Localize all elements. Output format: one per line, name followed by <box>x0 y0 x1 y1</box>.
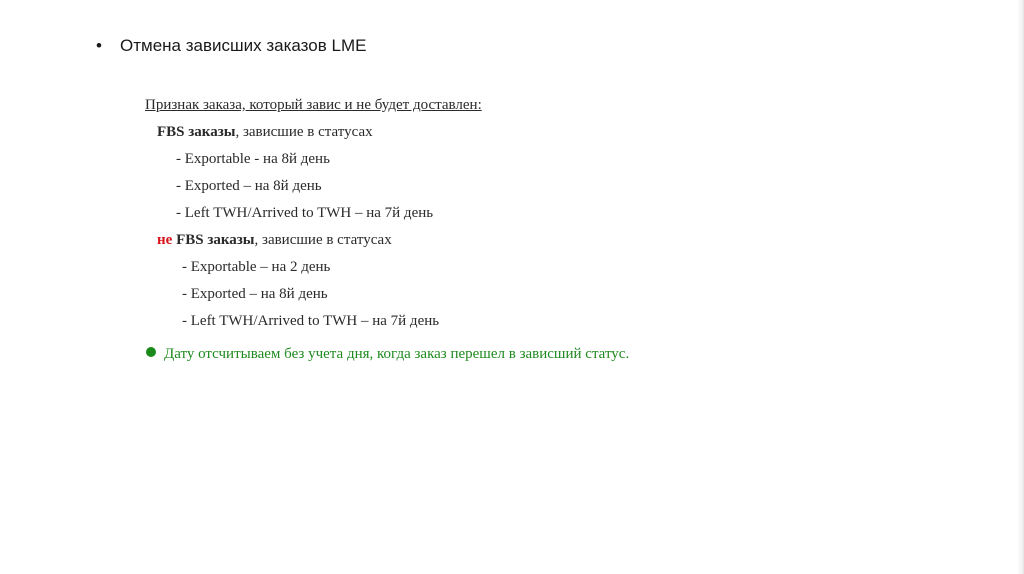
heading-text: Отмена зависших заказов LME <box>120 36 367 55</box>
fbs-item: - Exportable - на 8й день <box>176 151 330 167</box>
fbs-label-rest: , зависшие в статусах <box>235 124 373 140</box>
green-bullet-icon <box>146 347 156 357</box>
slide-heading <box>96 36 366 56</box>
fbs-item: - Left TWH/Arrived to TWH – на 7й день <box>176 205 434 221</box>
note-line <box>146 346 629 363</box>
non-fbs-label: FBS заказы <box>172 232 255 248</box>
fbs-heading <box>157 124 373 141</box>
non-fbs-prefix: не <box>157 232 173 248</box>
non-fbs-heading <box>157 232 392 249</box>
note-text: Дату отсчитываем без учета дня, когда заказ перешел в зависший статус. <box>164 346 630 362</box>
intro-line: Признак заказа, который завис и не будет доставлен: <box>145 97 482 113</box>
fbs-label: FBS заказы <box>157 124 236 140</box>
bullet-icon: • <box>96 36 102 55</box>
non-fbs-item: - Exported – на 8й день <box>182 286 328 302</box>
slide-edge-shadow <box>1017 0 1023 574</box>
non-fbs-item: - Exportable – на 2 день <box>182 259 331 275</box>
fbs-item: - Exported – на 8й день <box>176 178 322 194</box>
non-fbs-item: - Left TWH/Arrived to TWH – на 7й день <box>182 313 440 329</box>
non-fbs-label-rest: , зависшие в статусах <box>254 232 392 248</box>
